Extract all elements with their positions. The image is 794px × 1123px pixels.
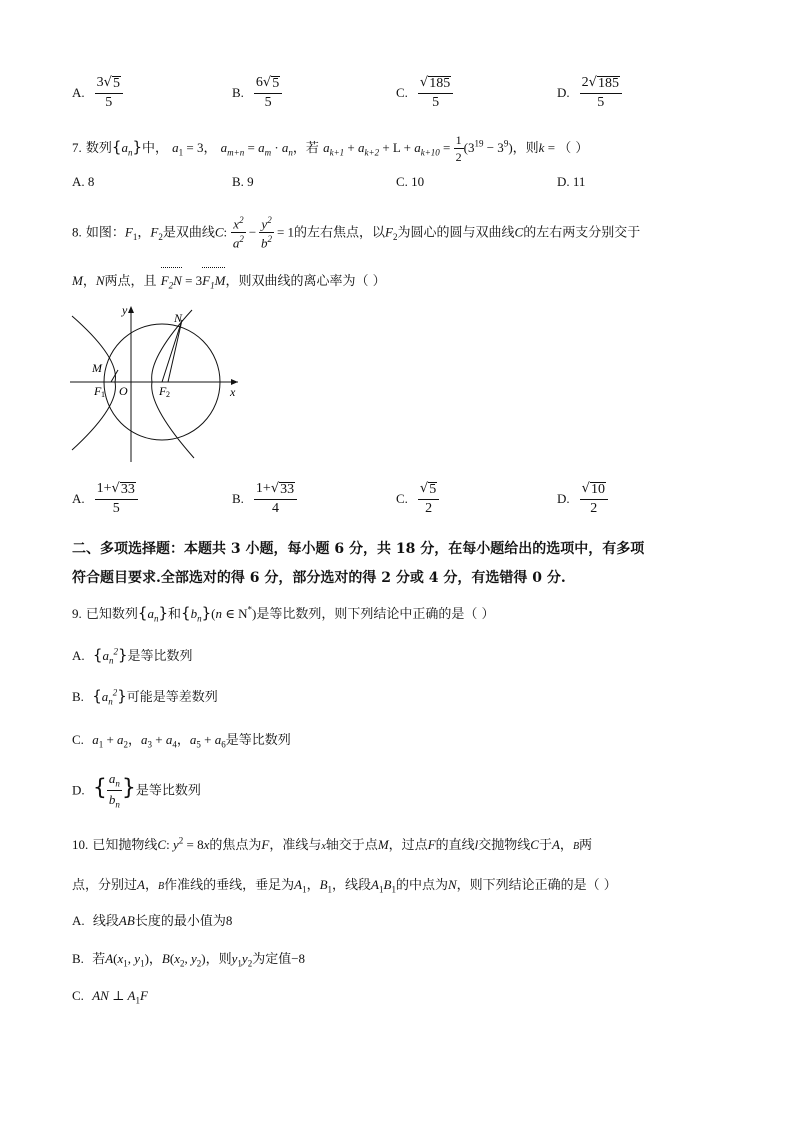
q7-option-a: A. 8 xyxy=(72,174,95,189)
question-number: 8. xyxy=(72,224,82,240)
stem-text: 作准线的垂线，垂足为 xyxy=(164,878,295,893)
option-text: 是等比数列 xyxy=(127,649,193,664)
stem-text: ，则 xyxy=(512,141,539,157)
label-x: x xyxy=(230,385,236,399)
radicand: 185 xyxy=(429,76,451,91)
q6-option-b xyxy=(232,76,282,110)
option-fraction: √ 185 5 xyxy=(418,76,453,110)
q8-option-b: B. 1+ √ 33 4 xyxy=(232,482,297,516)
radicand: 5 xyxy=(429,482,437,497)
stem-text: 如图： xyxy=(85,225,125,241)
stem-text: 的左右焦点，以 xyxy=(294,225,386,241)
q10-option-b: B. 若$A(x_1$, $y_1$)，$B(x_2$, $y_2$)，则$y_1y_2$为定值−8 xyxy=(72,951,306,969)
label-N: N xyxy=(174,311,183,325)
denominator: 4 xyxy=(272,500,280,516)
coef: 2 xyxy=(581,75,589,90)
segment-F2N xyxy=(162,320,182,382)
q10-option-a: A. 线段AB长度的最小值为8 xyxy=(72,913,233,929)
denominator: 5 xyxy=(432,94,440,110)
option-label: B. xyxy=(72,689,84,704)
numerator-prefix: 1+ xyxy=(96,481,112,496)
stem-text: 为圆心的圆与双曲线 xyxy=(397,225,515,241)
hyperbola-left-branch xyxy=(72,316,115,450)
q9-option-c: C. $a_1 + a_2$，$a_3 + a_4$，$a_5 + a_6$是等比数列 xyxy=(72,732,291,750)
radicand: 5 xyxy=(272,76,280,91)
option-text: ，则 xyxy=(205,952,232,967)
question-number: 10. xyxy=(72,837,89,852)
label-F1: F xyxy=(94,384,102,398)
stem-text: 是双曲线 xyxy=(162,225,215,241)
stem-text: 点，分别过 xyxy=(72,878,138,893)
stem-text: 两 xyxy=(579,838,593,853)
q8-stem-line2: M，N两点，且 $F_2N$ = $3F_1M$ ，则双曲线的离心率为（ ） xyxy=(72,270,386,291)
denominator: 5 xyxy=(597,94,605,110)
option-label: D. xyxy=(557,491,570,507)
radicand: 10 xyxy=(590,482,605,497)
stem-text: 于 xyxy=(538,838,552,853)
q6-option-a xyxy=(72,76,123,110)
stem-text: 中， xyxy=(142,141,169,157)
stem-text: ，则下列结论正确的是（ ） xyxy=(456,878,617,893)
option-label: D. xyxy=(72,782,85,798)
option-label: C. xyxy=(396,85,408,101)
svg-text:2: 2 xyxy=(166,390,170,399)
y-axis-arrow xyxy=(128,306,134,313)
denominator: 2 xyxy=(425,500,433,516)
denominator: 5 xyxy=(105,94,113,110)
section-heading-line1: 二、多项选择题：本题共 3 小题，每小题 6 分，共 18 分，在每小题给出的选项中，有多项 xyxy=(72,541,645,557)
option-label: A. xyxy=(72,648,85,663)
option-label: C. xyxy=(72,732,84,747)
coef: 3 xyxy=(96,75,104,90)
question-number: 9. xyxy=(72,606,82,621)
q8-stem-line1: 8. 如图：$F_1$，$F_2$是双曲线C: $\frac{x^2}{a^2}$ − $\frac{y^2}{b^2}$ = 1的左右焦点，以$F_2$为圆心的圆与双曲线C的左右两支分别交于 xyxy=(72,215,641,251)
option-text: 若 xyxy=(92,952,106,967)
stem-text: 轴交于点 xyxy=(325,838,378,853)
q7-option-c: C. 10 xyxy=(396,174,425,189)
stem-text: 的直线 xyxy=(435,838,475,853)
stem-text: ，则双曲线的离心率为（ ） xyxy=(225,274,386,289)
option-text: 是等比数列 xyxy=(225,733,291,748)
q7-option-b: B. 9 xyxy=(232,174,254,189)
radicand: 5 xyxy=(112,76,120,91)
q9-stem: 9. 已知数列$\{a_n\}$和$\{b_n\}(n$ ∈ N*)是等比数列，则下列结论中正确的是（ ） xyxy=(72,604,495,624)
option-label: A. xyxy=(72,491,85,507)
q10-stem-line2: 点，分别过A，B作准线的垂线，垂足为$A_1$，$B_1$，线段$A_1B_1$的中点为N，则下列结论正确的是（ ） xyxy=(72,877,617,895)
option-fraction: 2 √ 185 5 xyxy=(580,76,622,110)
option-text: 线段 xyxy=(92,914,119,929)
radicand: 33 xyxy=(280,482,295,497)
stem-text: ，若 xyxy=(292,141,319,157)
q7-stem: 7. 数列$\{a_n\}$中， $a_1 = 3$， $a_{m+n} = a_m \cdot a_n$，若 $a_{k+1} + a_{k+2} + L + a_{k+10}$ = $\frac{1}{2}$ $(3^{19} - 3^9)$，则k = （ ） xyxy=(72,133,589,164)
stem-text: 的中点为 xyxy=(395,878,448,893)
q6-option-d xyxy=(557,76,622,110)
option-value: 8 xyxy=(225,913,233,928)
label-F2: F xyxy=(159,384,167,398)
q8-option-d: D. √ 10 2 xyxy=(557,482,608,516)
option-fraction: 3 √ 5 5 xyxy=(95,76,123,110)
stem-text: ，线段 xyxy=(332,878,372,893)
option-label: B. xyxy=(232,491,244,507)
option-label: C. xyxy=(396,491,408,507)
label-M: M xyxy=(92,361,102,375)
option-text: 可能是等差数列 xyxy=(126,690,218,705)
question-number: 7. xyxy=(72,140,82,156)
option-text: 是等比数列 xyxy=(135,783,201,799)
q9-option-a: A. $\{a_n^2\}$是等比数列 xyxy=(72,646,193,666)
stem-text: 已知抛物线 xyxy=(92,838,158,853)
stem-text: 的焦点为 xyxy=(209,838,262,853)
radicand: 185 xyxy=(597,76,619,91)
stem-text: ，过点 xyxy=(388,838,428,853)
option-value: −8 xyxy=(291,951,306,966)
stem-text: 交抛物线 xyxy=(478,838,531,853)
stem-text: 两点，且 xyxy=(104,274,157,289)
q8-option-c: C. √ 5 2 xyxy=(396,482,439,516)
stem-text: 和 xyxy=(168,607,182,622)
denominator: 5 xyxy=(264,94,272,110)
stem-text: ，准线与 xyxy=(269,838,322,853)
stem-text: 数列 xyxy=(85,141,112,157)
option-text: 长度的最小值为 xyxy=(134,914,226,929)
coef: 6 xyxy=(255,75,263,90)
q7-option-d: D. 11 xyxy=(557,174,586,189)
option-label: D. xyxy=(557,85,570,101)
option-label: A. xyxy=(72,913,85,928)
hyperbola-circle-figure xyxy=(62,300,244,470)
numerator-prefix: 1+ xyxy=(255,481,271,496)
option-label: A. xyxy=(72,85,85,101)
section-heading-line2: 符合题目要求.全部选对的得 6 分，部分选对的得 2 分或 4 分，有选错得 0 分. xyxy=(72,570,566,586)
denominator: 2 xyxy=(590,500,598,516)
q9-option-d: D. { $\frac{a_n}{b_n}$ }是等比数列 xyxy=(72,771,201,810)
option-fraction: 6 √ 5 5 xyxy=(254,76,282,110)
label-y: y xyxy=(122,303,128,317)
denominator: 5 xyxy=(112,500,120,516)
stem-text: 的左右两支分别交于 xyxy=(523,225,641,241)
option-label: C. xyxy=(72,988,84,1003)
stem-text: 是等比数列，则下列结论中正确的是（ ） xyxy=(256,607,495,622)
q9-option-b: B. $\{a_n^2\}$可能是等差数列 xyxy=(72,687,218,707)
svg-text:1: 1 xyxy=(101,390,105,399)
option-label: B. xyxy=(72,951,84,966)
radicand: 33 xyxy=(120,482,135,497)
answer-blank: （ ） xyxy=(558,141,589,157)
q10-option-c: C. AN ⊥ $A_1F$ xyxy=(72,988,148,1006)
stem-text: 已知数列 xyxy=(85,607,138,622)
q8-option-a: A. 1+ √ 33 5 xyxy=(72,482,138,516)
q10-stem-line1: 10. 已知抛物线C: $y^2 = 8x$的焦点为F，准线与x轴交于点M，过点F的直线l交抛物线C于A，B两 xyxy=(72,835,593,853)
q6-option-c xyxy=(396,76,453,110)
option-text: 为定值 xyxy=(252,952,292,967)
option-label: B. xyxy=(232,85,244,101)
label-O: O xyxy=(119,384,128,398)
